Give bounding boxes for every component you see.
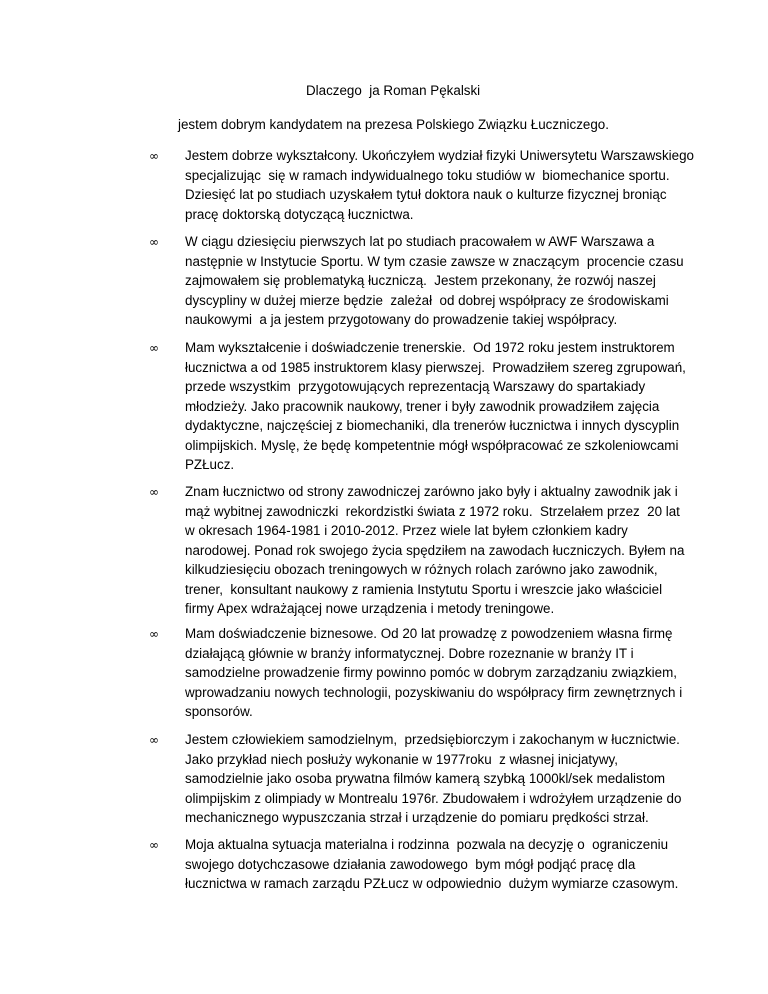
text-line: olimpijskim z olimpiady w Montrealu 1976r. Zbudowałem i wdrożyłem urządzenie do bbox=[185, 790, 682, 806]
infinity-bullet-icon: ∞ bbox=[149, 485, 159, 499]
document-title: Dlaczego ja Roman Pękalski bbox=[306, 83, 481, 98]
text-line: Dziesięć lat po studiach uzyskałem tytuł doktora nauk o kulturze fizycznej broniąc bbox=[185, 187, 667, 202]
bullet-text bbox=[185, 730, 685, 828]
text-line: olimpijskich. Myslę, że będę kompetentnie mógł współpracować ze szkoleniowcami bbox=[185, 437, 679, 453]
text-line: W ciągu dziesięciu pierwszych lat po studiach pracowałem w AWF Warszawa a bbox=[185, 234, 655, 249]
infinity-bullet-icon: ∞ bbox=[149, 149, 159, 163]
text-line: zajmowałem się problematyką łuczniczą. Jestem przekonany, że rozwój naszej bbox=[185, 273, 656, 288]
text-line: samodzielnie jako osoba prywatna filmów kamerą szybką 1000kl/sek medalistom bbox=[185, 771, 666, 786]
text-line: młodzieży. Jako pracownik naukowy, trener i były zawodnik prowadziłem zajęcia bbox=[185, 398, 660, 414]
text-line: wprowadzaniu nowych technologii, pozyskiwaniu do współpracy firm zewnętrznych i bbox=[185, 684, 683, 700]
text-line: łucznictwa a od 1985 instruktorem klasy pierwszej. Prowadziłem szereg zgrupowań, bbox=[185, 359, 686, 375]
text-line: Mam doświadczenie biznesowe. Od 20 lat prowadzę z powodzeniem własna firmę bbox=[185, 626, 673, 641]
text-line: firmy Apex wdrażającej nowe urządzenia i metody treningowe. bbox=[185, 601, 555, 616]
text-line: kilkudziesięciu obozach treningowych w różnych rolach zarówno jako zawodnik, bbox=[185, 562, 658, 577]
bullet-text bbox=[185, 624, 685, 722]
text-line: Moja aktualna sytuacja materialna i rodzinna pozwala na decyzję o ograniczeniu bbox=[185, 837, 669, 852]
text-line: następnie w Instytucie Sportu. W tym czasie zawsze w znaczącym procencie czasu bbox=[185, 253, 684, 269]
text-line: mechanicznego wypuszczania strzał i urządzenie do pomiaru prędkości strzał. bbox=[185, 810, 649, 825]
bullet-text bbox=[185, 232, 685, 330]
text-line: swojego dotychczasowe działania zawodowego bym mógł podjąć pracę dla bbox=[185, 856, 636, 872]
text-line: specjalizując się w ramach indywidualnego toku studiów w biomechanice sportu. bbox=[185, 167, 670, 183]
text-line: pracę doktorską dotyczącą łucznictwa. bbox=[185, 206, 414, 222]
bullet-text bbox=[185, 482, 685, 619]
text-line: Znam łucznictwo od strony zawodniczej zarówno jako były i aktualny zawodnik jak i bbox=[185, 484, 678, 499]
document-subtitle: jestem dobrym kandydatem na prezesa Polskiego Związku Łuczniczego. bbox=[178, 117, 609, 132]
text-line: PZŁucz. bbox=[185, 457, 235, 472]
text-line: mąż wybitnej zawodniczki rekordzistki świata z 1972 roku. Strzelałem przez 20 lat bbox=[185, 503, 680, 519]
text-line: narodowej. Ponad rok swojego życia spędziłem na zawodach łuczniczych. Byłem na bbox=[185, 542, 685, 558]
text-line: samodzielne prowadzenie firmy powinno pomóc w dobrym zarządzaniu związkiem, bbox=[185, 665, 677, 680]
bullet-text bbox=[185, 338, 685, 475]
text-line: Mam wykształcenie i doświadczenie trenerskie. Od 1972 roku jestem instruktorem bbox=[185, 340, 675, 355]
text-line: sponsorów. bbox=[185, 704, 253, 719]
text-line: dydaktyczne, najczęściej z biomechaniki, dla trenerów łucznictwa i innych dyscyplin bbox=[185, 418, 680, 433]
text-line: Jako przykład niech posłuży wykonanie w 1977roku z własnej inicjatywy, bbox=[185, 751, 618, 767]
text-line: trener, konsultant naukowy z ramienia Instytutu Sportu i wreszcie jako właściciel bbox=[185, 581, 663, 597]
text-line: dyscypliny w dużej mierze będzie zależał od dobrej współpracy ze środowiskami bbox=[185, 292, 669, 308]
text-line: łucznictwa w ramach zarządu PZŁucz w odpowiednio dużym wymiarze czasowym. bbox=[185, 876, 679, 891]
infinity-bullet-icon: ∞ bbox=[149, 235, 159, 249]
text-line: przede wszystkim przygotowujących reprezentacją Warszawy do spartakiady bbox=[185, 379, 646, 394]
infinity-bullet-icon: ∞ bbox=[149, 733, 159, 747]
bullet-text bbox=[185, 146, 694, 224]
text-line: działającą głównie w branży informatycznej. Dobre rozeznanie w branży IT i bbox=[185, 645, 634, 661]
infinity-bullet-icon: ∞ bbox=[149, 838, 159, 852]
text-line: Jestem dobrze wykształcony. Ukończyłem wydział fizyki Uniwersytetu Warszawskiego bbox=[185, 148, 694, 163]
infinity-bullet-icon: ∞ bbox=[149, 627, 159, 641]
text-line: naukowymi a ja jestem przygotowany do prowadzenie takiej współpracy. bbox=[185, 312, 618, 327]
text-line: Jestem człowiekiem samodzielnym, przedsiębiorczym i zakochanym w łucznictwie. bbox=[185, 732, 680, 747]
text-line: w okresach 1964-1981 i 2010-2012. Przez wiele lat byłem członkiem kadry bbox=[185, 523, 628, 538]
bullet-text bbox=[185, 835, 685, 894]
infinity-bullet-icon: ∞ bbox=[149, 341, 159, 355]
